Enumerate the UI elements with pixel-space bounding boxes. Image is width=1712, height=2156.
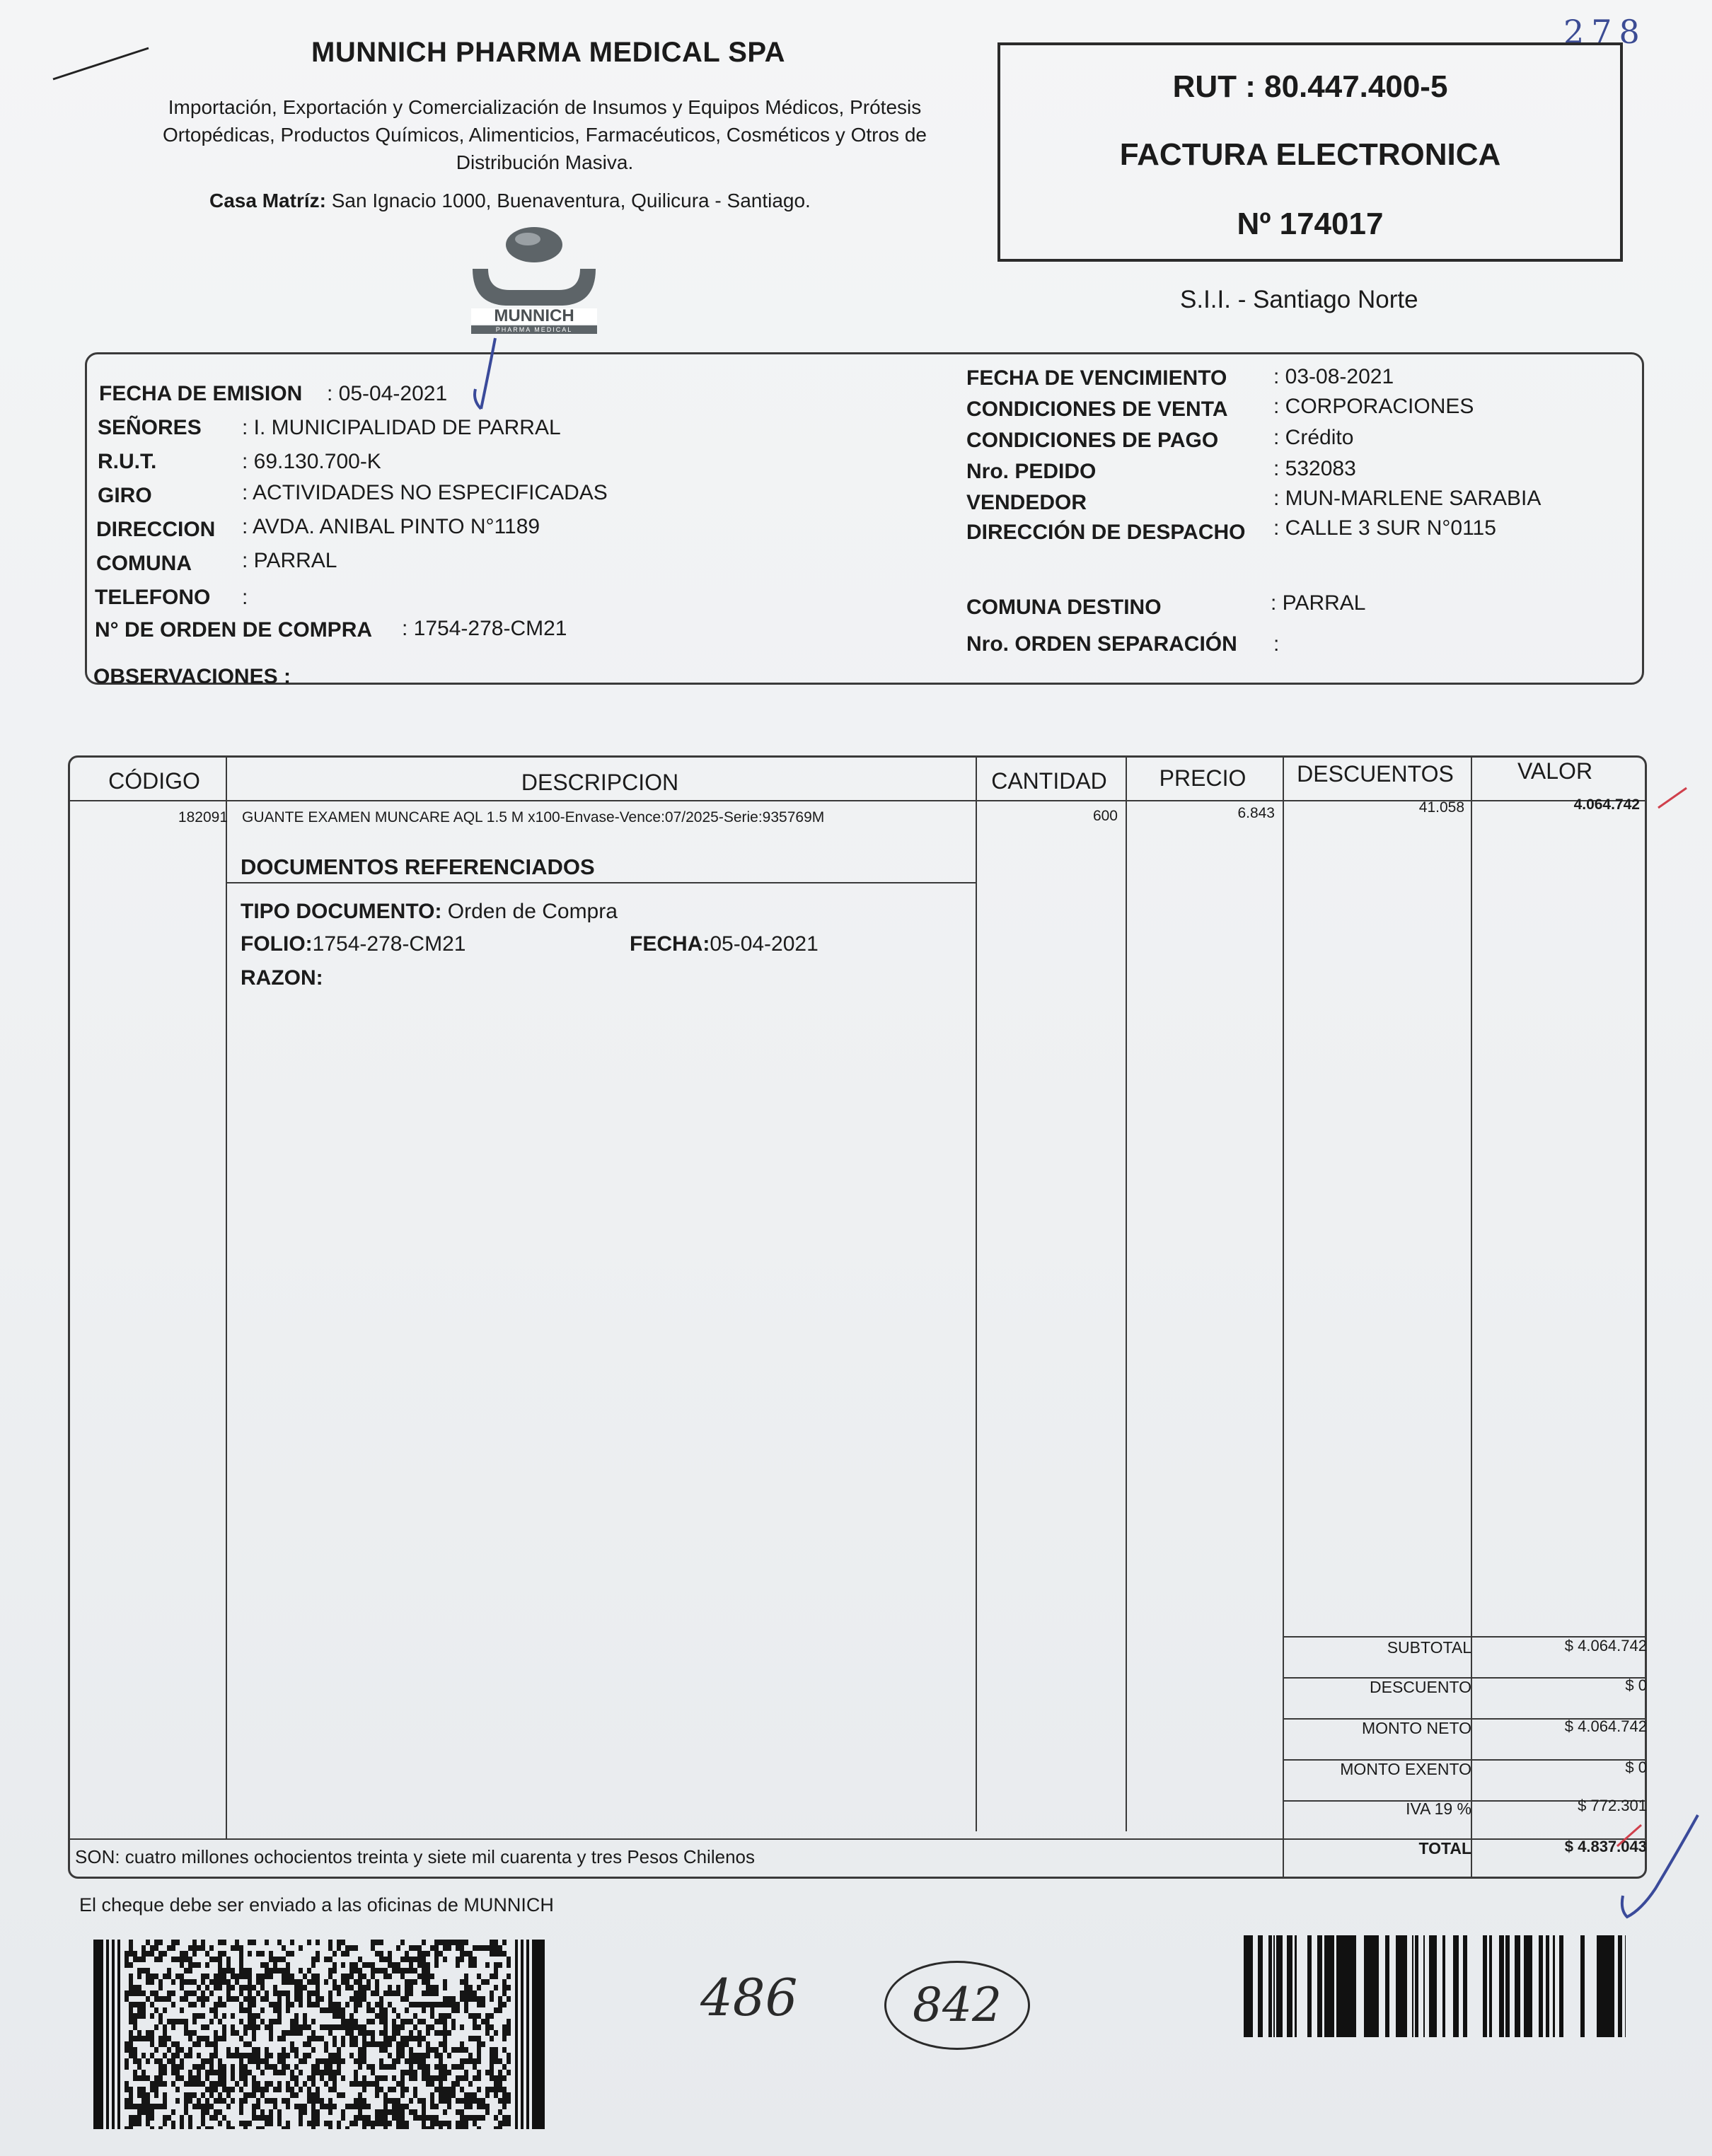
iva-value: $ 772.301 [1578, 1797, 1647, 1814]
invoice-id-box [997, 42, 1623, 262]
direccion-despacho-value: : CALLE 3 SUR N°0115 [1273, 516, 1496, 540]
senores-label: SEÑORES [98, 416, 202, 439]
comuna-value: : PARRAL [242, 549, 337, 572]
monto-exento-label: MONTO EXENTO [1340, 1760, 1471, 1778]
telefono-label: TELEFONO [95, 586, 211, 609]
iva-label: IVA 19 % [1406, 1799, 1471, 1818]
condiciones-venta-label: CONDICIONES DE VENTA [966, 398, 1228, 421]
pedido-value: : 532083 [1273, 457, 1356, 480]
issuer-rut: RUT : 80.447.400-5 [1172, 69, 1448, 104]
handwritten-number-b: 842 [884, 1961, 1030, 2050]
items-table [68, 755, 1647, 1879]
pen-check-mark [467, 332, 509, 417]
fecha-emision-label: FECHA DE EMISION [99, 382, 303, 405]
casa-matriz [209, 190, 811, 212]
pdf417-code [93, 1940, 546, 2129]
comuna-label: COMUNA [96, 552, 192, 575]
docs-referenced-title: DOCUMENTOS REFERENCIADOS [241, 854, 595, 879]
header-codigo: CÓDIGO [108, 768, 200, 794]
vendedor-label: VENDEDOR [966, 491, 1087, 514]
company-description: Importación, Exportación y Comercialización de Insumos y Equipos Médicos, Prótesis Ortopédicas, Productos Químicos, Alimenticios, Farmacéuticos, Cosméticos y Otros de Distribución Masiva. [163, 96, 927, 173]
comuna-destino-value: : PARRAL [1271, 591, 1366, 615]
condiciones-venta-value: : CORPORACIONES [1273, 395, 1474, 418]
rut-label: R.U.T. [98, 450, 157, 473]
razon [241, 966, 323, 990]
rut-value: : 69.130.700-K [242, 450, 381, 473]
fecha-doc-value: 05-04-2021 [710, 932, 819, 956]
fecha-doc [630, 932, 819, 956]
col-line-1 [226, 758, 227, 1838]
header-cantidad: CANTIDAD [991, 768, 1107, 794]
folio-label: FOLIO: [241, 932, 313, 956]
condiciones-pago-label: CONDICIONES DE PAGO [966, 429, 1219, 452]
subtotal-label: SUBTOTAL [1387, 1638, 1471, 1657]
row-cantidad: 600 [1092, 808, 1118, 824]
direccion-label: DIRECCION [96, 518, 216, 541]
subtotal-value: $ 4.064.742 [1564, 1637, 1647, 1654]
row-valor: 4.064.742 [1573, 796, 1640, 813]
barcode [1244, 1935, 1626, 2037]
monto-neto-label: MONTO NETO [1361, 1719, 1471, 1737]
orden-compra-value: : 1754-278-CM21 [402, 617, 567, 640]
comuna-destino-label: COMUNA DESTINO [966, 596, 1162, 619]
tipo-documento-value: Orden de Compra [447, 900, 618, 923]
observaciones-label: OBSERVACIONES : [93, 665, 291, 688]
cheque-note: El cheque debe ser enviado a las oficinas de MUNNICH [79, 1894, 554, 1916]
giro-label: GIRO [98, 484, 152, 507]
row-descripcion: GUANTE EXAMEN MUNCARE AQL 1.5 M x100-Envase-Vence:07/2025-Serie:935769M [242, 809, 825, 825]
docref-separator [226, 882, 977, 883]
header-valor: VALOR [1517, 758, 1593, 784]
tipo-documento [241, 900, 618, 924]
giro-value: : ACTIVIDADES NO ESPECIFICADAS [242, 481, 608, 504]
folio [241, 932, 465, 956]
row-codigo: 182091 [178, 809, 228, 825]
senores-value: : I. MUNICIPALIDAD DE PARRAL [242, 416, 561, 439]
total-value: $ 4.837.043 [1564, 1838, 1647, 1855]
monto-neto-value: $ 4.064.742 [1564, 1717, 1647, 1735]
telefono-value: : [242, 586, 248, 609]
col-line-2 [976, 758, 977, 1831]
pen-check-total [1613, 1811, 1712, 1931]
header-descripcion: DESCRIPCION [521, 770, 679, 795]
tipo-documento-label: TIPO DOCUMENTO: [241, 900, 442, 923]
amount-in-words: SON: cuatro millones ochocientos treinta y siete mil cuarenta y tres Pesos Chilenos [75, 1846, 755, 1867]
folio-value: 1754-278-CM21 [312, 932, 466, 956]
orden-separacion-value: : [1273, 632, 1280, 656]
casa-matriz-value: San Ignacio 1000, Buenaventura, Quilicura - Santiago. [331, 190, 811, 211]
red-tick-mark [1655, 784, 1691, 812]
casa-matriz-label: Casa Matríz: [209, 190, 326, 211]
fecha-emision-value: : 05-04-2021 [327, 382, 448, 405]
header-descuentos: DESCUENTOS [1297, 761, 1454, 787]
header-precio: PRECIO [1159, 765, 1247, 791]
direccion-despacho-label: DIRECCIÓN DE DESPACHO [966, 521, 1246, 544]
monto-exento-value: $ 0 [1625, 1758, 1647, 1776]
logo-text: MUNNICH [494, 306, 574, 325]
direccion-value: : AVDA. ANIBAL PINTO N°1189 [242, 515, 540, 538]
handwritten-number-a: 486 [700, 1968, 798, 2027]
total-label: TOTAL [1418, 1839, 1471, 1857]
row-descuentos: 41.058 [1418, 799, 1464, 816]
sii-office: S.I.I. - Santiago Norte [1180, 286, 1418, 313]
vendedor-value: : MUN-MARLENE SARABIA [1273, 487, 1542, 510]
invoice-type: FACTURA ELECTRONICA [1119, 137, 1501, 172]
logo-subtext: PHARMA MEDICAL [495, 326, 573, 333]
descuento-label: DESCUENTO [1370, 1678, 1471, 1696]
row-precio: 6.843 [1237, 805, 1275, 821]
pedido-label: Nro. PEDIDO [966, 460, 1097, 483]
company-name: MUNNICH PHARMA MEDICAL SPA [311, 37, 786, 68]
fecha-vencimiento-label: FECHA DE VENCIMIENTO [966, 366, 1227, 390]
fecha-doc-label: FECHA: [630, 932, 710, 956]
col-line-3 [1126, 758, 1127, 1831]
col-line-4 [1283, 758, 1284, 1877]
col-line-5 [1471, 758, 1472, 1877]
razon-label: RAZON: [241, 966, 323, 990]
page-mark: 278 [1563, 13, 1647, 51]
invoice-number: Nº 174017 [1237, 207, 1384, 241]
company-logo [467, 225, 601, 338]
pen-stroke-mark [50, 42, 156, 85]
fecha-vencimiento-value: : 03-08-2021 [1273, 365, 1394, 388]
orden-separacion-label: Nro. ORDEN SEPARACIÓN [966, 632, 1237, 656]
descuento-value: $ 0 [1625, 1676, 1647, 1694]
orden-compra-label: N° DE ORDEN DE COMPRA [95, 618, 373, 642]
condiciones-pago-value: : Crédito [1273, 426, 1354, 449]
